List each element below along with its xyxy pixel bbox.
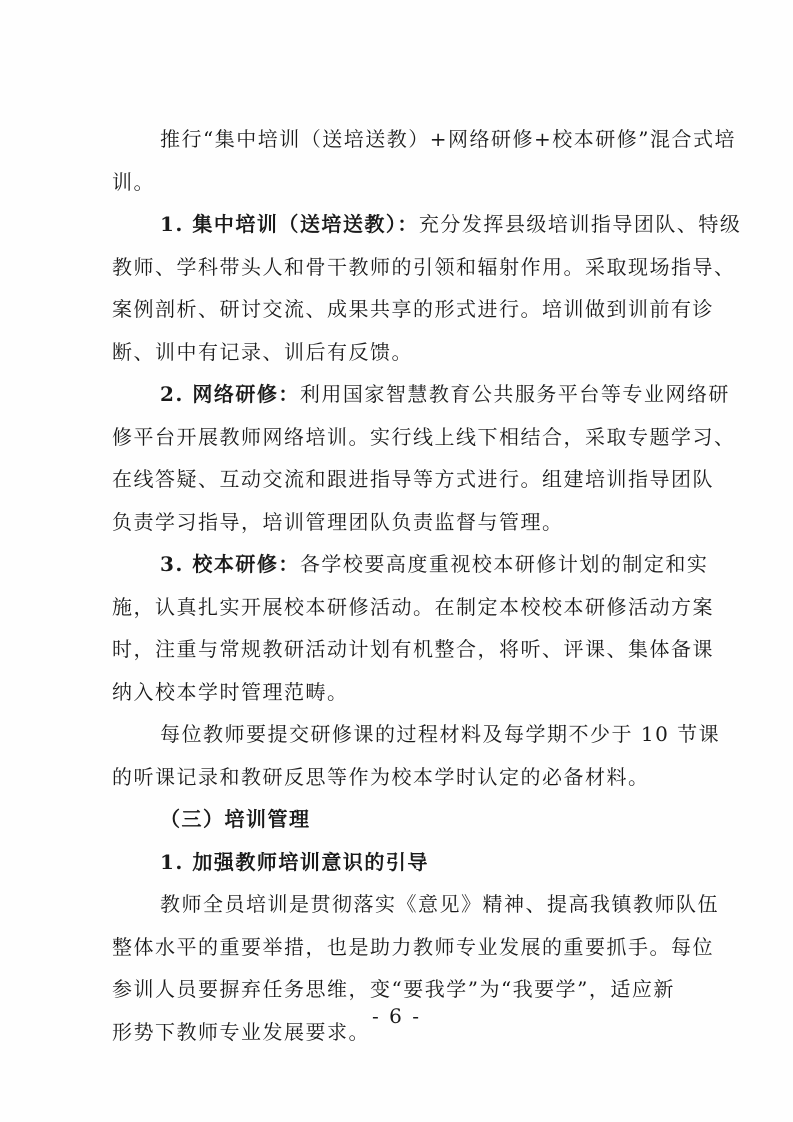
paragraph-line: 推行“集中培训（送培送教）+网络研修+校本研修”混合式培: [160, 127, 736, 151]
item-lead-centralized-training: 1. 集中培训（送培送教）：: [160, 212, 419, 236]
paragraph-line: 案例剖析、研讨交流、成果共享的形式进行。培训做到训前有诊: [112, 297, 714, 321]
paragraph-line: 断、训中有记录、训后有反馈。: [112, 339, 413, 364]
paragraph-line: [112, 203, 752, 246]
paragraph-text: 充分发挥县级培训指导团队、特级: [418, 212, 742, 236]
paragraph-text: 各学校要高度重视校本研修计划的制定和实: [299, 552, 709, 576]
item-lead-online-training: 2. 网络研修：: [160, 382, 300, 406]
paragraph-line: 在线答疑、互动交流和跟进指导等方式进行。组建培训指导团队: [112, 467, 714, 491]
paragraph-line: 负责学习指导，培训管理团队负责监督与管理。: [112, 509, 564, 534]
paragraph-line: 参训人员要摒弃任务思维，变“要我学”为“我要学”，适应新: [112, 977, 675, 1001]
paragraph-line: 训。: [112, 169, 155, 194]
paragraph-line: 整体水平的重要举措，也是助力教师专业发展的重要抓手。每位: [112, 934, 714, 959]
paragraph-line: 每位教师要提交研修课的过程材料及每学期不少于 10 节课: [160, 722, 721, 746]
paragraph-line: 教师、学科带头人和骨干教师的引领和辐射作用。采取现场指导、: [112, 254, 736, 279]
paragraph-line: 的听课记录和教研反思等作为校本学时认定的必备材料。: [112, 764, 650, 789]
item-lead-school-based-training: 3. 校本研修：: [160, 552, 300, 576]
section-heading: （三）培训管理: [160, 807, 311, 831]
paragraph-line: 纳入校本学时管理范畴。: [112, 679, 349, 704]
paragraph-line: 教师全员培训是贯彻落实《意见》精神、提高我镇教师队伍: [160, 892, 719, 916]
page-number: - 6 -: [372, 1004, 421, 1028]
paragraph-line: 时，注重与常规教研活动计划有机整合，将听、评课、集体备课: [112, 637, 714, 661]
paragraph-line: [112, 373, 752, 416]
paragraph-text: 利用国家智慧教育公共服务平台等专业网络研: [299, 382, 730, 406]
paragraph-line: 施，认真扎实开展校本研修活动。在制定本校校本研修活动方案: [112, 594, 714, 619]
sub-heading: 1. 加强教师培训意识的引导: [160, 849, 429, 874]
paragraph-line: 修平台开展教师网络培训。实行线上线下相结合，采取专题学习、: [112, 424, 736, 449]
paragraph-line: 形势下教师专业发展要求。: [112, 1019, 370, 1044]
paragraph-line: [112, 543, 752, 586]
body-text: [112, 118, 752, 1053]
